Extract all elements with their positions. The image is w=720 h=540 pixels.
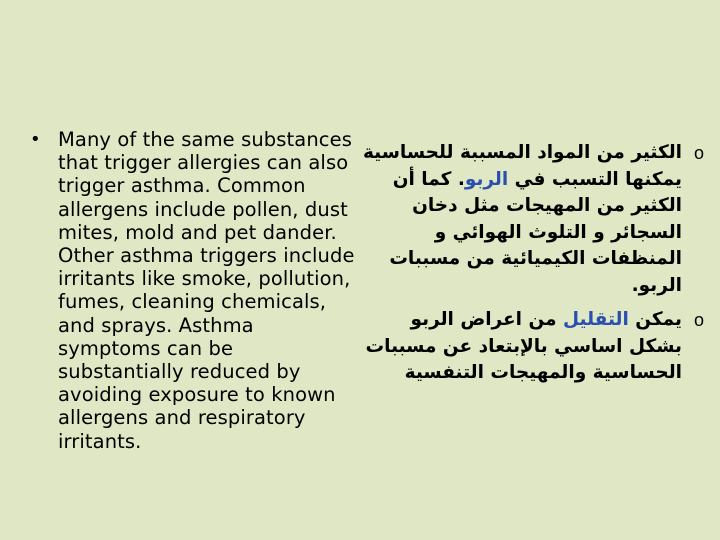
arabic-text-part: من اعراض الربو بشكل اساسي بالإبتعاد عن مسببات الحساسية والمهيجات التنفسية — [365, 309, 682, 383]
arabic-paragraph-2 — [359, 307, 682, 387]
arabic-text-part: يمكن — [628, 309, 682, 330]
arabic-text-block — [359, 140, 704, 395]
arabic-bullet-1 — [359, 140, 704, 299]
highlighted-word: الربو — [464, 168, 509, 190]
circle-bullet-icon: o — [693, 143, 704, 163]
english-bullet — [30, 128, 360, 453]
english-text-block — [30, 128, 360, 453]
arabic-text-part: الكثير من المواد المسببة للحساسية يمكنها التسبب في — [362, 142, 682, 190]
english-paragraph: Many of the same substances that trigger allergies can also trigger asthma. Common allergens include pollen, dust mites, mold and pet dander. Other asthma triggers include irritants like smoke, pollution, fumes, cleaning chemicals, and sprays. Asthma symptoms can be substantially reduced by avoiding exposure to known allergens and respiratory irritants. — [58, 128, 355, 453]
bullet-dot-icon: • — [30, 129, 41, 150]
arabic-bullet-2 — [359, 307, 704, 387]
arabic-paragraph-1 — [359, 140, 682, 299]
circle-bullet-icon: o — [693, 310, 704, 330]
arabic-text-part: . كما أن الكثير من المهيجات مثل دخان السجائر و التلوث الهوائي و المنظفات الكيميائية من مسببات الربو. — [389, 168, 682, 296]
highlighted-word: التقليل — [563, 309, 629, 330]
